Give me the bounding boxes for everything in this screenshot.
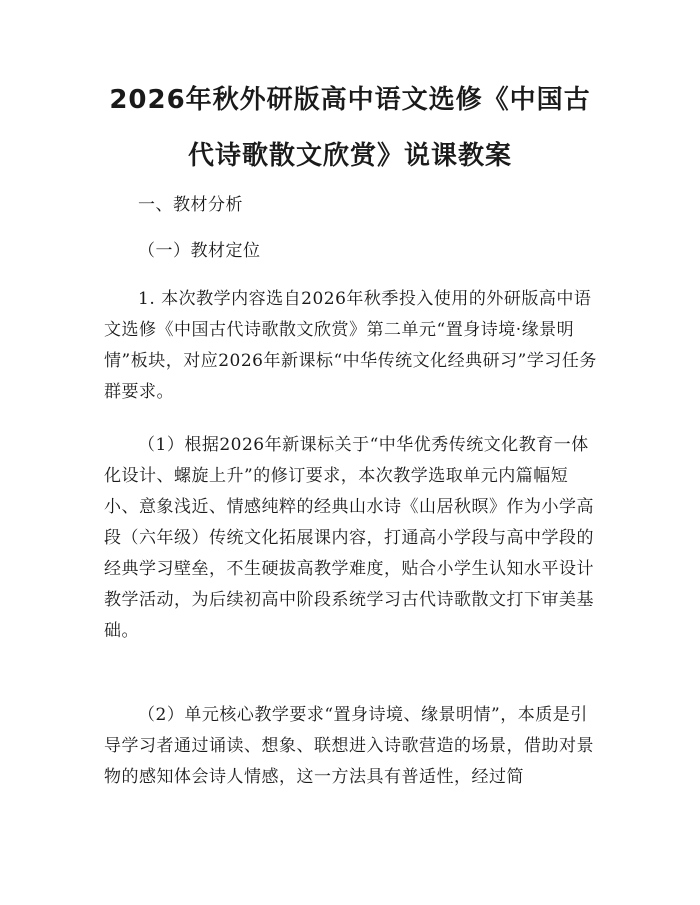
section-heading: 一、教材分析	[138, 195, 243, 215]
subsection-heading: （一）教材定位	[138, 241, 261, 261]
paragraph-3: （2）单元核心教学要求“置身诗境、缘景明情”，本质是引导学习者通过诵读、想象、联想进入诗歌营造的场景，借助对景物的感知体会诗人情感，这一方法具有普适性，经过简	[104, 705, 594, 787]
paragraph-1: 1. 本次教学内容选自2026年秋季投入使用的外研版高中语文选修《中国古代诗歌散文欣赏》第二单元“置身诗境·缘景明情”板块，对应2026年新课标“中华传统文化经典研习”学习任务群要求。	[104, 289, 597, 402]
paragraph-2: （1）根据2026年新课标关于“中华优秀传统文化教育一体化设计、螺旋上升”的修订要求，本次教学选取单元内篇幅短小、意象浅近、情感纯粹的经典山水诗《山居秋暝》作为小学高段（六年级）传统文化拓展课内容，打通高小学段与高中学段的经典学习壁垒，不生硬拔高教学难度，贴合小学生认知水平设计教学活动，为后续初高中阶段系统学习古代诗歌散文打下审美基础。	[104, 435, 594, 641]
document-title: 2026年秋外研版高中语文选修《中国古代诗歌散文欣赏》说课教案	[109, 85, 591, 171]
